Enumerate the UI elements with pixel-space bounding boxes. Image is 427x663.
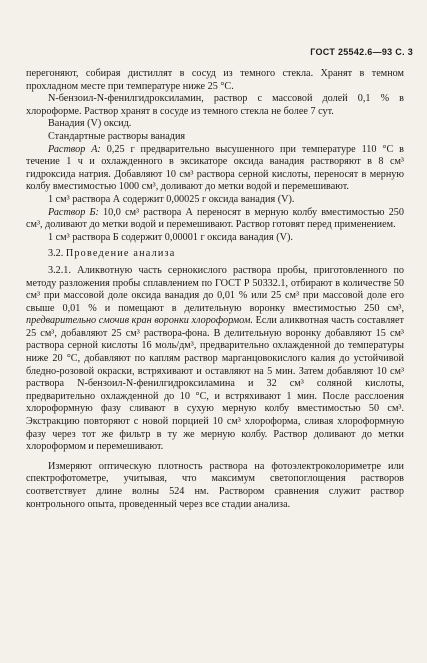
paragraph-solution-b (26, 207, 404, 232)
paragraph-distillation: перегоняют, собирая дистиллят в сосуд из темного стекла. Хранят в темном прохладном месте при температуре ниже 25 °С. (26, 68, 404, 92)
solution-b-text: 10,0 см³ раствора А переносят в мерную колбу вместимостью 250 см³, доливают до метки водой и перемешивают. Раствор готовят перед применением. (26, 206, 404, 231)
solution-b-label: Раствор Б: (48, 206, 99, 218)
procedure-italic-note: предварительно смочив кран воронки хлороформом. (26, 315, 253, 327)
paragraph-solution-a-content: 1 см³ раствора А содержит 0,00025 г оксида ванадия (V). (48, 193, 295, 205)
paragraph-procedure (26, 265, 404, 454)
section-title: Проведение анализа (65, 248, 176, 260)
paragraph-reagent-benzoyl: N-бензоил-N-фенилгидроксиламин, раствор с массовой долей 0,1 % в хлороформе. Раствор хранят в сосуде из темного стекла не более 7 сут. (26, 93, 404, 117)
paragraph-vanadium-oxide: Ванадия (V) оксид. (48, 118, 132, 130)
paragraph-measurement: Измеряют оптическую плотность раствора на фотоэлектроколориметре или спектрофотометре, учитывая, что максимум светопоглощения растворов соответствует длине волны 524 нм. Раствором сравнения служит раствор контрольного опыта, проведенный через все стадии анализа. (26, 460, 404, 510)
page-header: ГОСТ 25542.6—93 С. 3 (310, 47, 413, 57)
document-body (26, 68, 404, 511)
procedure-text-start: 3.2.1. Аликвотную часть сернокислого раствора пробы, приготовленного по методу разложения пробы сплавлением по ГОСТ Р 50332.1, отбирают в количестве 50 см³ при массовой доле оксида ванадия до 0,01 % или 25 см³ при массовой доле его свыше 0,01 % и помещают в делительную воронку вместимостью 250 см³, (26, 264, 404, 314)
paragraph-solution-b-content: 1 см³ раствора Б содержит 0,00001 г оксида ванадия (V). (48, 231, 293, 243)
solution-a-label: Раствор А: (48, 143, 101, 155)
paragraph-standard-solutions-heading: Стандартные растворы ванадия (48, 130, 186, 142)
procedure-text-end: Если аликвотная часть составляет 25 см³, добавляют 25 см³ раствора-фона. В делительную воронку добавляют 15 см³ раствора серной кислоты 16 моль/дм³, предварительно охлажденной до температуры ниже 20 °С, добавляют по каплям раствор марганцовокислого калия до устойчивой бледно-розовой окраски, встряхивают и оставляют на 5 мин. Затем добавляют 10 см³ раствора N-бензоил-N-фенилгидроксиламина и 32 см³ соляной кислоты, предварительно охлажденной до 10 °С, и встряхивают 1 мин. После расслоения хлороформную фазу сливают в сухую мерную колбу вместимостью 50 см³. Экстракцию повторяют с новой порцией 10 см³ хлороформа, сливая хлороформную фазу через тот же фильтр в ту же мерную колбу. Раствор доливают до метки хлороформом и перемешивают. (26, 315, 404, 453)
section-heading (26, 248, 404, 261)
section-number: 3.2. (48, 248, 64, 260)
paragraph-solution-a (26, 144, 404, 194)
solution-a-text: 0,25 г предварительно высушенного при температуре 110 °С в течение 1 ч и охлажденного в эксикаторе оксида ванадия растворяют в 8 см³ гидроксида натрия. Добавляют 10 см³ раствора серной кислоты, переносят в мерную колбу вместимостью 1000 см³, доливают до метки водой и перемешивают. (26, 143, 404, 193)
